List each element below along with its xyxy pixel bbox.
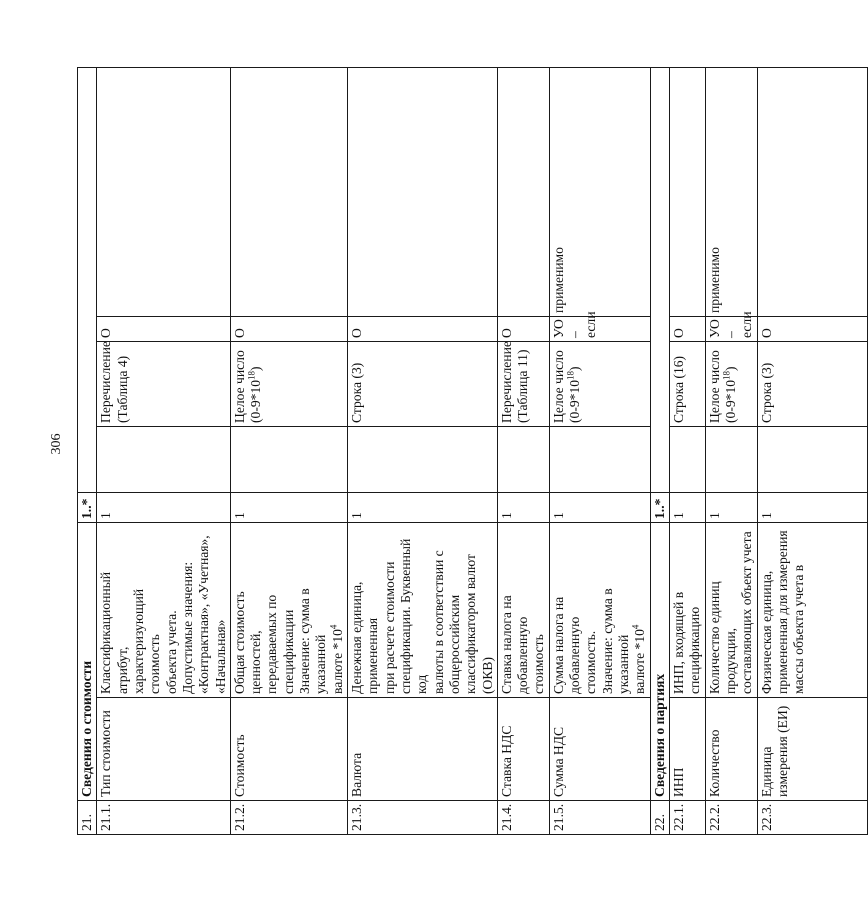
table-row <box>757 68 867 835</box>
element-cardinality: 1 <box>230 493 347 523</box>
element-data-type-line: Целое число <box>550 350 566 423</box>
element-requirement: O <box>757 317 867 342</box>
element-description-line: «Начальная» <box>212 619 228 694</box>
section-number: 22. <box>650 801 669 835</box>
element-description-line: валюты в соответствии с <box>430 550 446 694</box>
element-description-line: Количество единиц продукции, <box>706 581 738 694</box>
specification-table <box>77 67 868 835</box>
element-description-line: составляющих объект учета <box>739 531 755 694</box>
element-description <box>669 523 705 698</box>
element-data-type <box>757 342 867 427</box>
element-condition <box>97 68 231 317</box>
element-data-type-tail: ) <box>248 366 264 371</box>
element-data-type-tail: ) <box>722 366 738 371</box>
element-name: Ставка НДС <box>497 698 549 801</box>
element-name: Сумма НДС <box>549 698 650 801</box>
empty-cell <box>549 427 650 493</box>
element-name: Тип стоимости <box>97 698 231 801</box>
element-description-line: при расчете стоимости <box>381 561 397 694</box>
page-number: 306 <box>49 433 64 455</box>
element-description-line: ИНП, входящей в спецификацию <box>670 591 703 694</box>
element-data-type <box>669 342 705 427</box>
empty-cell <box>669 427 705 493</box>
element-description-line: валюте $*10^4$ <box>630 624 648 694</box>
element-cardinality: 1 <box>97 493 231 523</box>
element-description-line: передаваемых по спецификации <box>264 594 296 694</box>
table-row <box>348 68 498 835</box>
row-number: 21.5. <box>549 801 650 835</box>
element-data-type <box>348 342 498 427</box>
section-empty-cell <box>650 68 669 493</box>
element-requirement: O <box>497 317 549 342</box>
element-condition <box>230 68 347 317</box>
element-cardinality: 1 <box>549 493 650 523</box>
element-condition-line: применимо <box>550 247 566 313</box>
element-name: ИНП <box>669 698 705 801</box>
element-data-type-line: $(0-9*10^{18})$ <box>721 366 738 423</box>
element-description <box>97 523 231 698</box>
element-data-type-line: Целое число <box>706 350 722 423</box>
row-number: 21.1. <box>97 801 231 835</box>
element-condition <box>757 68 867 317</box>
empty-cell <box>348 427 498 493</box>
element-name: Единица измерения (ЕИ) <box>757 698 867 801</box>
element-description-line: Сумма налога на добавленную <box>550 596 583 694</box>
element-data-type-line: Строка (16) <box>670 355 686 423</box>
element-description-superscript: 4 <box>328 624 339 630</box>
element-description-line: Общая стоимость ценностей, <box>231 591 264 694</box>
element-description-line: Денежная единица, примененная <box>349 581 381 694</box>
element-data-type-superscript: 18 <box>721 370 732 380</box>
section-cardinality: 1..* <box>650 493 669 523</box>
element-data-type-line: Строка (3) <box>349 362 364 423</box>
element-condition-line: применимо <box>706 247 722 313</box>
element-requirement: УО – если <box>705 317 757 342</box>
table-row <box>669 68 705 835</box>
section-row <box>650 68 669 835</box>
element-condition <box>348 68 498 317</box>
element-name: Валюта <box>348 698 498 801</box>
element-description <box>757 523 867 698</box>
element-requirement: O <box>669 317 705 342</box>
row-number: 22.2. <box>705 801 757 835</box>
element-condition <box>669 68 705 317</box>
element-cardinality: 1 <box>757 493 867 523</box>
row-number: 22.1. <box>669 801 705 835</box>
element-description-line: Физическая единица, <box>758 570 774 694</box>
section-title <box>78 523 97 801</box>
table-row <box>97 68 231 835</box>
element-description-line: Ставка налога на добавленную <box>498 595 531 694</box>
element-data-type <box>549 342 650 427</box>
element-requirement: O <box>97 317 231 342</box>
table-row <box>230 68 347 835</box>
row-number: 21.3. <box>348 801 498 835</box>
rotated-page-content <box>77 68 807 835</box>
element-data-type-line: (Таблица 11) <box>515 349 531 423</box>
table-row <box>497 68 549 835</box>
element-description-line: стоимость <box>531 634 547 694</box>
element-cardinality: 1 <box>497 493 549 523</box>
element-condition <box>497 68 549 317</box>
element-data-type-line: $(0-9*10^{18})$ <box>246 366 264 423</box>
section-number: 21. <box>78 801 97 835</box>
element-description <box>549 523 650 698</box>
row-number: 22.3. <box>757 801 867 835</box>
table-row <box>705 68 757 835</box>
element-data-type-line: Целое число <box>231 350 247 423</box>
element-description-line: Значение: сумма в указанной <box>599 588 631 694</box>
section-title <box>650 523 669 801</box>
element-name: Количество <box>705 698 757 801</box>
element-description <box>348 523 498 698</box>
element-description-line: Допустимые значения: <box>179 561 195 694</box>
section-empty-cell <box>78 68 97 493</box>
element-requirement: O <box>348 317 498 342</box>
element-description-line: спецификации. Буквенный код <box>397 538 430 694</box>
element-data-type-line: $(0-9*10^{18})$ <box>565 366 583 423</box>
element-description-line: общероссийским <box>446 594 462 694</box>
element-condition <box>705 68 757 317</box>
element-data-type <box>705 342 757 427</box>
section-row <box>78 68 97 835</box>
section-title-text: Сведения о стоимости <box>79 660 94 797</box>
empty-cell <box>497 427 549 493</box>
element-cardinality: 1 <box>348 493 498 523</box>
element-description-line: стоимость. <box>583 630 599 694</box>
section-title-text: Сведения о партиях <box>651 673 667 797</box>
element-description-line: Классификационный атрибут, <box>98 571 130 694</box>
element-description-superscript: 4 <box>630 624 641 630</box>
element-data-type-line: Перечисление <box>98 341 114 423</box>
element-requirement: УО – если <box>549 317 650 342</box>
element-data-type-line: (Таблица 4) <box>114 355 130 423</box>
element-name: Стоимость <box>230 698 347 801</box>
row-number: 21.4. <box>497 801 549 835</box>
element-description <box>705 523 757 698</box>
empty-cell <box>230 427 347 493</box>
section-cardinality: 1..* <box>78 493 97 523</box>
element-description <box>230 523 347 698</box>
element-data-type-line: Строка (3) <box>758 362 774 423</box>
element-cardinality: 1 <box>669 493 705 523</box>
element-description-line: «Контрактная», «Учетная», <box>196 535 212 694</box>
element-data-type <box>230 342 347 427</box>
table-row <box>549 68 650 835</box>
element-condition <box>549 68 650 317</box>
element-data-type-superscript: 18 <box>565 370 576 380</box>
empty-cell <box>705 427 757 493</box>
element-data-type <box>497 342 549 427</box>
element-description-line: классификатором валют (ОКВ) <box>463 554 495 694</box>
element-data-type-tail: ) <box>567 366 583 371</box>
row-number: 21.2. <box>230 801 347 835</box>
empty-cell <box>97 427 231 493</box>
element-description-line: объекта учета. <box>163 610 179 694</box>
element-data-type-superscript: 18 <box>246 370 257 380</box>
element-description-line: примененная для измерения <box>774 530 790 694</box>
element-description-line: характеризующий стоимость <box>130 588 163 694</box>
element-description-line: массы объекта учета в <box>791 564 807 694</box>
empty-cell <box>757 427 867 493</box>
element-data-type <box>97 342 231 427</box>
element-description-line: Значение: сумма в указанной <box>297 588 329 694</box>
element-requirement: O <box>230 317 347 342</box>
element-data-type-line: Перечисление <box>498 341 514 423</box>
element-description-line: валюте $*10^4$ <box>328 624 345 694</box>
element-cardinality: 1 <box>705 493 757 523</box>
element-description <box>497 523 549 698</box>
